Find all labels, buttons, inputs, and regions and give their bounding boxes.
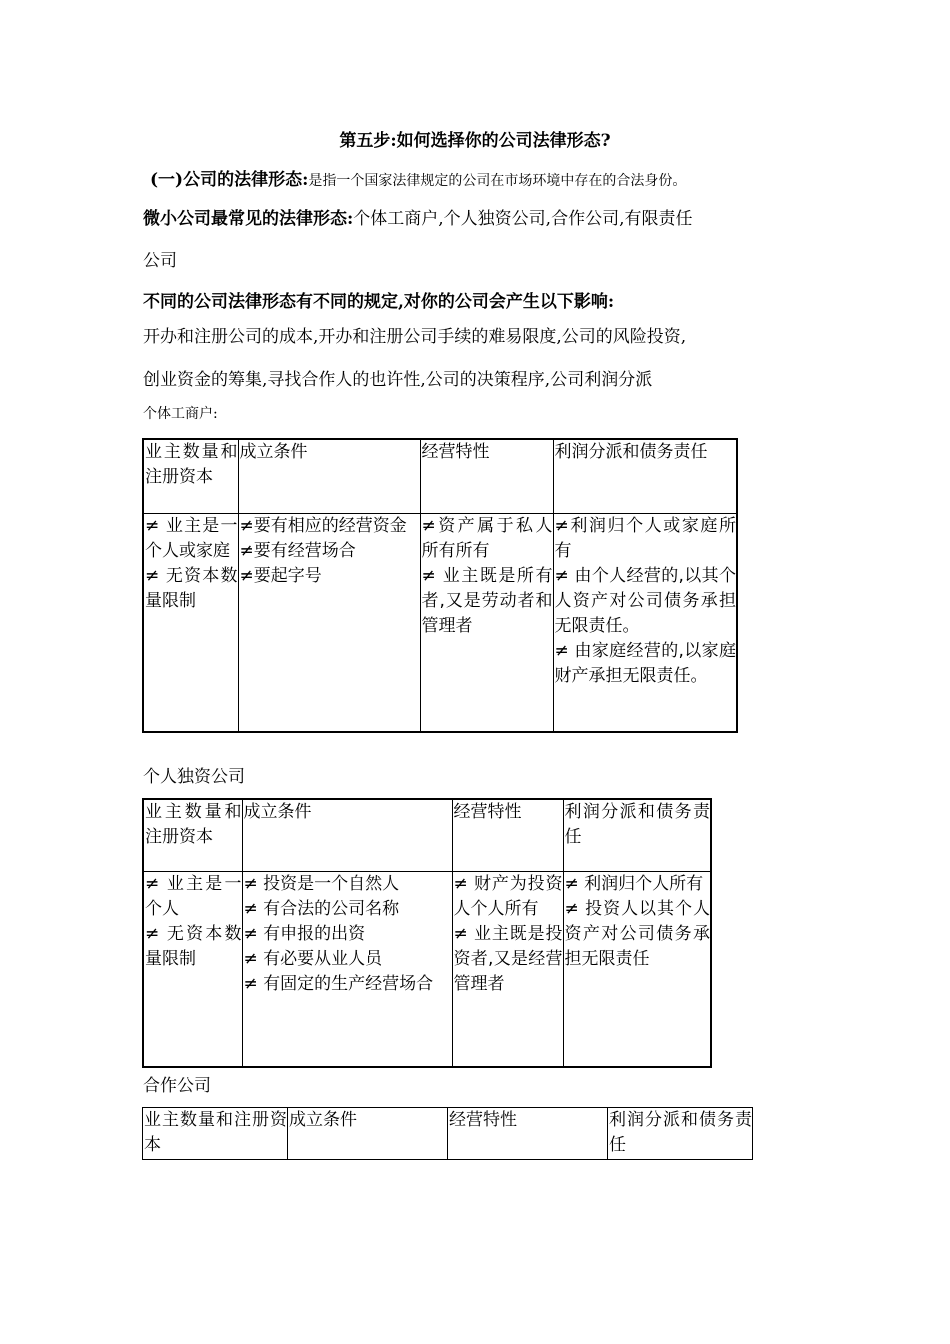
- cell-line: ≠资产属于私人所有所有: [421, 515, 553, 561]
- table-cell: [238, 513, 420, 732]
- header-cell: 成立条件: [238, 439, 420, 513]
- individual-business-label: 个体工商户:: [143, 406, 218, 422]
- cell-line: ≠要有经营场合: [239, 540, 356, 561]
- cell-line: ≠ 业主既是投资者,又是经营管理者: [453, 923, 563, 994]
- legal-form-definition: 是指一个国家法律规定的公司在市场环境中存在的合法身份。: [308, 173, 687, 189]
- table-header-row: [143, 1108, 753, 1160]
- header-cell: 经营特性: [448, 1108, 608, 1160]
- header-cell: 利润分派和债务责任: [553, 439, 737, 513]
- cell-line: ≠要起字号: [239, 565, 322, 586]
- table-cell: [563, 871, 711, 1067]
- header-cell: 业主数量和注册资本: [143, 799, 242, 871]
- cell-line: ≠ 投资人以其个人资产对公司债务承担无限责任: [564, 898, 710, 969]
- cell-line: ≠ 有固定的生产经营场合: [243, 973, 434, 994]
- header-cell: 业主数量和注册资本: [143, 1108, 288, 1160]
- sole-proprietorship-label: 个人独资公司: [143, 767, 245, 787]
- cell-line: ≠ 有合法的公司名称: [243, 898, 400, 919]
- header-cell: 利润分派和债务责任: [608, 1108, 753, 1160]
- cell-line: ≠ 投资是一个自然人: [243, 873, 400, 894]
- table-cell: [553, 513, 737, 732]
- cell-line: ≠要有相应的经营资金: [239, 515, 407, 536]
- partnership-label: 合作公司: [143, 1076, 211, 1096]
- table-header-row: [143, 799, 711, 871]
- table-cell: [452, 871, 563, 1067]
- partnership-table: [142, 1107, 753, 1160]
- cell-line: ≠ 业主既是所有者,又是劳动者和管理者: [421, 565, 553, 636]
- sole-proprietorship-table: [142, 798, 712, 1068]
- table-row: [143, 871, 711, 1067]
- table-cell: [143, 871, 242, 1067]
- header-cell: 业主数量和注册资本: [143, 439, 238, 513]
- cell-line: ≠利润归个人或家庭所有: [554, 515, 736, 561]
- cell-line: ≠ 利润归个人所有: [564, 873, 704, 894]
- header-cell: 利润分派和债务责任: [563, 799, 711, 871]
- common-forms-line: [143, 204, 693, 229]
- common-forms-text-cont: 公司: [143, 251, 177, 271]
- impact-text-1: 开办和注册公司的成本,开办和注册公司手续的难易限度,公司的风险投资,: [143, 327, 687, 347]
- page-title: 第五步:如何选择你的公司法律形态?: [339, 131, 611, 151]
- header-cell: 经营特性: [452, 799, 563, 871]
- table-header-row: [143, 439, 737, 513]
- table-cell: [143, 513, 238, 732]
- cell-line: ≠ 无资本数量限制: [145, 565, 238, 611]
- cell-line: ≠ 有必要从业人员: [243, 948, 383, 969]
- table-cell: [242, 871, 452, 1067]
- individual-business-table: [142, 438, 738, 733]
- header-cell: 经营特性: [420, 439, 553, 513]
- legal-form-heading: (一)公司的法律形态:: [150, 170, 309, 190]
- intro-line: [150, 165, 686, 190]
- header-cell: 成立条件: [242, 799, 452, 871]
- common-forms-label: 微小公司最常见的法律形态:: [143, 209, 354, 229]
- impact-text-2: 创业资金的筹集,寻找合作人的也许性,公司的决策程序,公司利润分派: [143, 370, 653, 390]
- header-cell: 成立条件: [288, 1108, 448, 1160]
- common-forms-text: 个体工商户,个人独资公司,合作公司,有限责任: [353, 209, 693, 229]
- cell-line: ≠ 无资本数量限制: [145, 923, 242, 969]
- cell-line: ≠ 由家庭经营的,以家庭财产承担无限责任。: [554, 640, 736, 686]
- table-row: [143, 513, 737, 732]
- cell-line: ≠ 财产为投资人个人所有: [453, 873, 563, 919]
- impact-heading: 不同的公司法律形态有不同的规定,对你的公司会产生以下影响:: [143, 292, 615, 312]
- cell-line: ≠ 有申报的出资: [243, 923, 366, 944]
- cell-line: ≠ 由个人经营的,以其个人资产对公司债务承担无限责任。: [554, 565, 736, 636]
- cell-line: ≠ 业主是一个人: [145, 873, 242, 919]
- table-cell: [420, 513, 553, 732]
- cell-line: ≠ 业主是一个人或家庭: [145, 515, 238, 561]
